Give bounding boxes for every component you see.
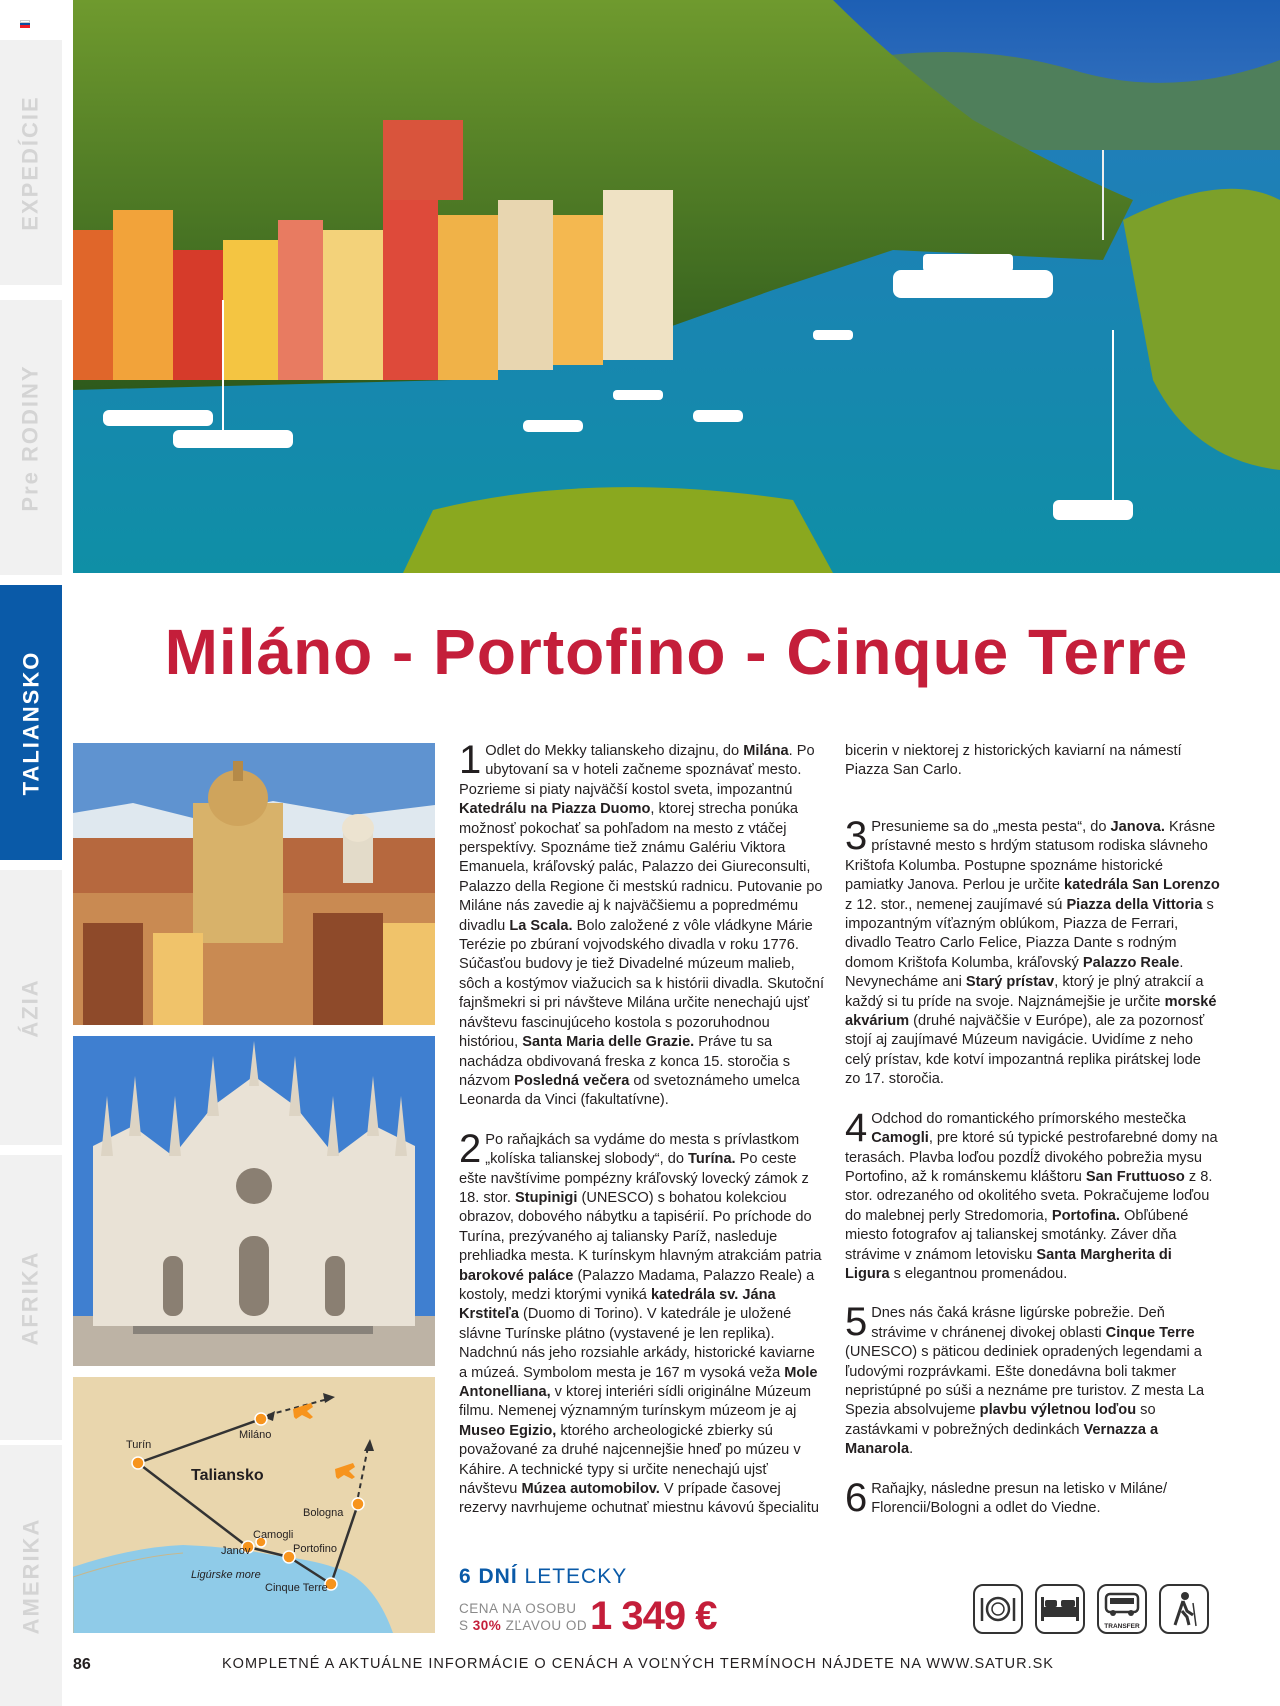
day-number: 4 <box>845 1105 868 1150</box>
milan-duomo-photo <box>73 1036 435 1366</box>
bus-transfer-icon <box>1097 1584 1147 1634</box>
day-number: 6 <box>845 1475 868 1520</box>
tab-azia[interactable]: ÁZIA <box>0 870 62 1145</box>
transfer-label: TRANSFER <box>1104 1623 1140 1630</box>
bed-icon <box>1035 1584 1085 1634</box>
itinerary-day-3 <box>845 814 1220 1090</box>
page-title: Miláno - Portofino - Cinque Terre <box>164 616 1189 688</box>
service-icons <box>973 1584 1209 1634</box>
footer-info: KOMPLETNÉ A AKTUÁLNE INFORMÁCIE O CENÁCH A VOĽNÝCH TERMÍNOCH NÁJDETE NA WWW.SATUR.SK <box>222 1656 1054 1672</box>
itinerary-day-2 <box>459 1126 826 1519</box>
map-label-portofino: Portofino <box>293 1543 338 1555</box>
day-text: Po raňajkách sa vydáme do mesta s prívlastkom „kolíska talianskej slobody“, do Turína. Po ceste ešte navštívime pompézny kráľovský lovecký zámok z 18. stor. Stupinigi (UNESCO) s bohatou kolekciou obrazov, dobového nábytku a tapisérií. Po príchode do Turína, prezývaného aj taliansky Paríž, nasleduje prehliadka mesta. K turínskym hlavným atrakciám patria barokové paláce (Palazzo Madama, Palazzo Reale) a kostoly, medzi ktorými vyniká katedrála sv. Jána Krstiteľa (Duomo di Torino). V katedrále je uložené slávne Turínske plátno (vystavené je len replika). Nadchnú nás jeho rozsiahle arkády, historické kaviarne a múzeá. Symbolom mesta je 167 m vysoká veža Mole Antonelliana, v ktorej interiéri sídli originálne Múzeum filmu. Nemenej významným turínskym múzeom je aj Museo Egizio, ktorého archeologické zbierky sú považované za druhé najcennejšie hneď po múzeu v Káhire. A technické typy si určite nenechajú ujsť návštevu Múzea automobilov. V prípade časovej rezervy navrhujeme ochutnať miestnu kávovú špecialitu <box>459 1131 822 1517</box>
side-navigation <box>0 0 62 1706</box>
map-label-camogli: Camogli <box>253 1529 294 1541</box>
trip-duration: 6 DNÍ LETECKY <box>459 1565 628 1588</box>
page-number: 86 <box>73 1656 91 1673</box>
map-label-turin: Turín <box>126 1439 152 1451</box>
slovak-flag-icon <box>20 20 30 28</box>
itinerary-day-4 <box>845 1105 1220 1285</box>
tab-expedicie[interactable]: EXPEDÍCIE <box>0 40 62 285</box>
route-map <box>73 1377 435 1633</box>
day-number: 2 <box>459 1126 482 1171</box>
itinerary-day-1 <box>459 738 826 1111</box>
day-text: Presunieme sa do „mesta pesta“, do Janova. Krásne prístavné mesto s hrdým statusom rodiska slávneho Krištofa Kolumba. Postupne spoznáme historické pamiatky Janova. Perlou je určite katedrála San Lorenzo z 12. stor., nemenej zaujímavé sú Piazza della Vittoria s impozantným víťazným oblúkom, Piazza de Ferrari, divadlo Teatro Carlo Felice, Piazza Dante s rodným domom Krištofa Kolumba, kráľovský Palazzo Reale. Nevynecháme ani Starý prístav, ktorý je plný atrakcií a každý si tu príde na svoje. Najznámejšie je určite morské akvárium (druhé najväčšie v Európe), ale za pozornosť stojí aj zaujímavé Múzeum navigácie. Uvidíme z neho celý prístav, kde kotví impozantná replika pirátskej lode zo 17. storočia. <box>845 819 1220 1088</box>
day-text: Odlet do Mekky talianskeho dizajnu, do Milána. Po ubytovaní sa v hoteli začneme spoznávať mesto. Pozrieme si piaty najväčší kostol sveta, impozantnú Katedrálu na Piazza Duomo, ktorej strecha ponúka možnosť pokochať sa pohľadom na mesto z vtáčej perspektívy. Spoznáme tiež známu Galériu Viktora Emanuela, kráľovský palác, Palazzo dei Giureconsulti, Palazzo della Regione či mestskú radnicu. Putovanie po Miláne nás zavedie aj k najväčšiemu a popredmému divadlu La Scala. Bolo založené z vôle vládkyne Márie Terézie po zbúraní vojvodského divadla v roku 1776. Súčasťou budovy je tiež Divadelné múzeum malieb, sôch a kostýmov viažucich sa k histórii divadla. Skutoční fajnšmekri si pri návšteve Milána určite nenechajú ujsť návštevu fascinujúceho kostola s pozoruhodnou históriou, Santa Maria delle Grazie. Práve tu sa nachádza obdivovaná freska z konca 15. storočia s názvom Posledná večera od svetoznámeho umelca Leonarda da Vinci (fakultatívne). <box>459 743 825 1109</box>
portofino-hero-photo <box>73 0 1280 573</box>
itinerary-column-2-continuation <box>845 742 1220 802</box>
map-label-bologna: Bologna <box>303 1507 344 1519</box>
map-label-country: Taliansko <box>191 1467 264 1484</box>
day-text: Raňajky, následne presun na letisko v Miláne/ Florencii/Bologni a odlet do Viedne. <box>871 1480 1168 1516</box>
tab-afrika[interactable]: AFRIKA <box>0 1155 62 1440</box>
itinerary-day-5 <box>845 1300 1220 1459</box>
tab-amerika[interactable]: AMERIKA <box>0 1445 62 1706</box>
day-text-continued: bicerin v niektorej z historických kaviarní na námestí Piazza San Carlo. <box>845 743 1182 779</box>
map-label-cinque-terre: Cinque Terre <box>265 1582 328 1594</box>
meals-icon <box>973 1584 1023 1634</box>
hiking-icon <box>1159 1584 1209 1634</box>
day-text: Odchod do romantického prímorského mestečka Camogli, pre ktoré sú typické pestrofarebné domy na terasách. Plavba loďou pozdĺž divokého pobrežia mysu Portofino, až k románskemu kláštoru San Fruttuoso z 8. stor. odrezaného od okolitého sveta. Pokračujeme loďou do malebnej perly Stredomoria, Portofina. Obľúbené miesto fotografov aj talianskej smotánky. Záver dňa strávime v známom letovisku Santa Margherita di Ligura s elegantnou promenádou. <box>845 1110 1218 1282</box>
milan-cityscape-photo <box>73 743 435 1025</box>
itinerary-column-1 <box>459 738 826 1519</box>
price-label: CENA NA OSOBU S 30% ZĽAVOU OD <box>459 1601 588 1633</box>
map-label-sea: Ligúrske more <box>191 1569 261 1581</box>
price-value: 1 349 € <box>590 1594 717 1638</box>
tab-taliansko[interactable]: TALIANSKO <box>0 585 62 860</box>
itinerary-day-6 <box>845 1475 1220 1520</box>
day-text: Dnes nás čaká krásne ligúrske pobrežie. Deň strávime v chránenej divokej oblasti Cinque Terre (UNESCO) s päticou dediniek opradených legendami a ľudovými rozprávkami. Ešte donedávna boli takmer nepristúpné po súši a neznáme pre turistov. Z mesta La Spezia absolvujeme plavbu výletnou loďou so zastávkami v pobrežných dedinkách Vernazza a Manarola. <box>845 1305 1205 1458</box>
tab-pre-rodiny[interactable]: Pre RODINY <box>0 300 62 575</box>
itinerary-column-2 <box>845 814 1220 1538</box>
map-label-milan: Miláno <box>239 1429 272 1441</box>
map-label-janov: Janov <box>221 1545 251 1557</box>
day-number: 3 <box>845 814 868 858</box>
day-number: 5 <box>845 1300 868 1345</box>
day-number: 1 <box>459 738 482 782</box>
